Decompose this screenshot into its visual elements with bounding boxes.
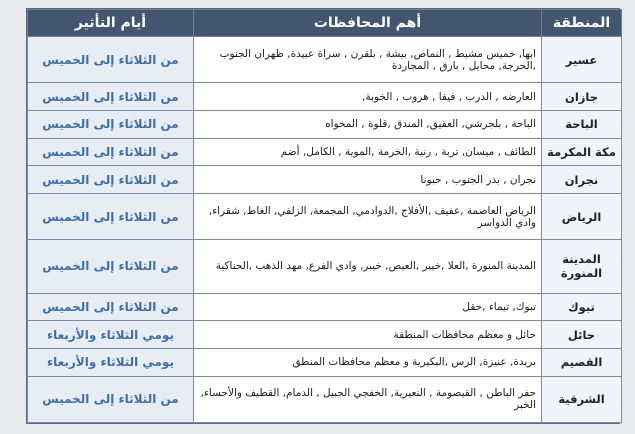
governorates-cell: نجران , بدر الجنوب , حبونا <box>194 166 542 194</box>
region-cell: الرياض <box>542 193 622 239</box>
governorates-cell: تبوك, تيماء ,حقل <box>194 293 542 321</box>
days-cell: من الثلاثاء إلى الخميس <box>28 166 194 194</box>
region-column-header: المنطقة <box>542 10 622 37</box>
days-cell: من الثلاثاء إلى الخميس <box>28 293 194 321</box>
table-row <box>28 110 622 138</box>
days-cell: من الثلاثاء إلى الخميس <box>28 240 194 294</box>
table-row <box>28 193 622 239</box>
days-cell: يومي الثلاثاء والأربعاء <box>28 321 194 349</box>
days-cell: من الثلاثاء إلى الخميس <box>28 376 194 422</box>
days-cell: من الثلاثاء إلى الخميس <box>28 37 194 83</box>
weather-impact-table-frame <box>26 8 620 424</box>
days-cell: يومي الثلاثاء والأربعاء <box>28 349 194 377</box>
table-row <box>28 166 622 194</box>
table-row <box>28 240 622 294</box>
region-cell: الباحة <box>542 110 622 138</box>
region-cell: عسير <box>542 37 622 83</box>
regions-table <box>27 9 622 423</box>
governorates-cell: الرياض العاصمة ,عفيف ,الأفلاج ,الدوادمي, المجمعة, الزلفي, الغاط, شقراء, وادي الدواسر <box>194 193 542 239</box>
governorates-cell: الباحة , بلجرشي, العقيق, المندق ,قلوة , المخواه <box>194 110 542 138</box>
region-cell: حائل <box>542 321 622 349</box>
table-row <box>28 321 622 349</box>
table-row <box>28 293 622 321</box>
region-cell: تبوك <box>542 293 622 321</box>
governorates-cell: حائل و معظم محافظات المنطقة <box>194 321 542 349</box>
region-cell: القصيم <box>542 349 622 377</box>
governorates-cell: بريدة, عنيزة, الرس ,البكيرية و معظم محافظات المنطق <box>194 349 542 377</box>
governorates-column-header: أهم المحافظات <box>194 10 542 37</box>
table-row <box>28 138 622 166</box>
days-cell: من الثلاثاء إلى الخميس <box>28 83 194 111</box>
table-row <box>28 83 622 111</box>
region-cell: جازان <box>542 83 622 111</box>
table-header-row <box>28 10 622 37</box>
region-cell: الشرقية <box>542 376 622 422</box>
region-cell: نجران <box>542 166 622 194</box>
region-cell: مكة المكرمة <box>542 138 622 166</box>
governorates-cell: المدينة المنورة ,العلا ,خيبر ,العيص, خيبر, وادي الفرع, مهد الذهب ,الحناكية <box>194 240 542 294</box>
governorates-cell: ابها, خميس مشيط , النماص, بيشة , بلقرن , سراة عبيدة, ظهران الجنوب ,الحرجة, محايل , بارق , المجاردة <box>194 37 542 83</box>
governorates-cell: حفر الباطن , القيصومة , النعيرية, الخفجي الجبيل , الدمام, القطيف والأحساء, الخبر <box>194 376 542 422</box>
governorates-cell: الطائف , ميسان, تربة , رنية ,الخرمة ,الموية , الكامل, أضم <box>194 138 542 166</box>
days-cell: من الثلاثاء إلى الخميس <box>28 193 194 239</box>
days-column-header: أيام التأثير <box>28 10 194 37</box>
table-row <box>28 376 622 422</box>
region-cell: المدينة المنورة <box>542 240 622 294</box>
days-cell: من الثلاثاء إلى الخميس <box>28 138 194 166</box>
days-cell: من الثلاثاء إلى الخميس <box>28 110 194 138</box>
table-row <box>28 349 622 377</box>
table-row <box>28 37 622 83</box>
governorates-cell: العارضه , الدرب , فيفا , هروب , الخوبة, <box>194 83 542 111</box>
